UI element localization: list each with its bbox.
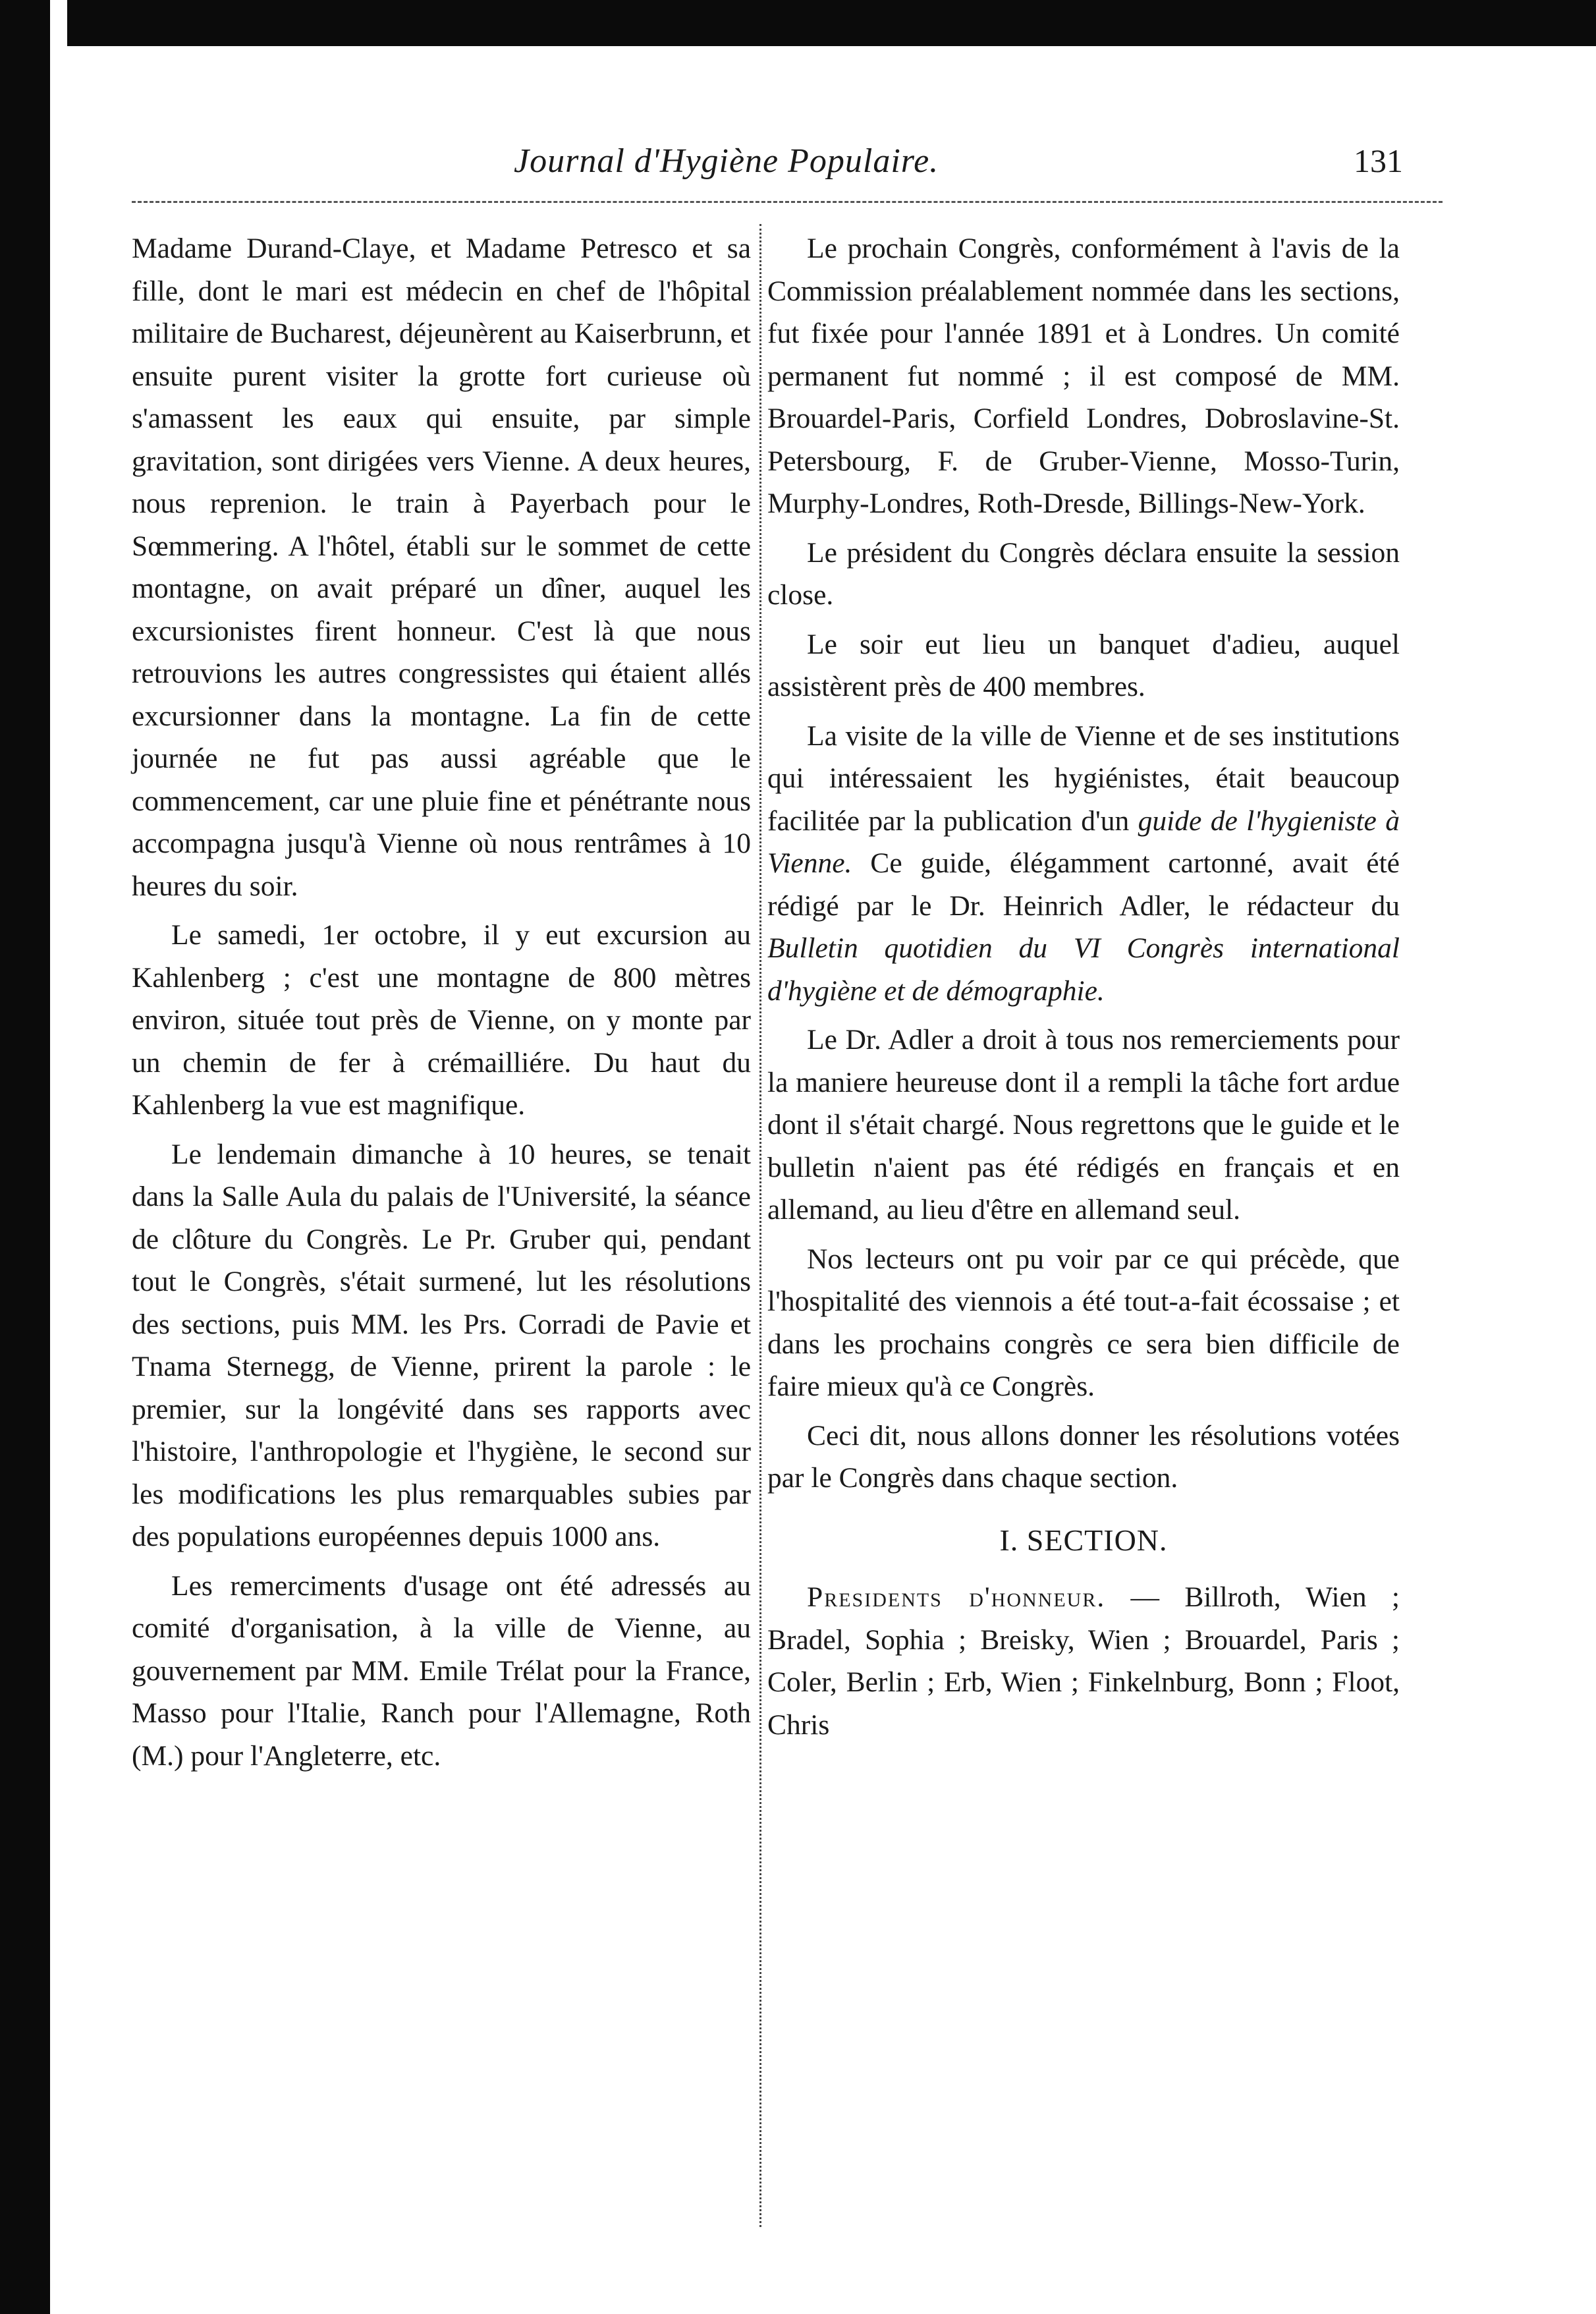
paragraph: Le président du Congrès déclara ensuite la session close. [767, 536, 1400, 611]
paragraph: Ceci dit, nous allons donner les résolutions votées par le Congrès dans chaque section. [767, 1419, 1400, 1494]
header-rule [132, 201, 1443, 203]
scan-left-border-inner [41, 0, 67, 2314]
scan-top-border [0, 0, 1596, 46]
scan-left-border [0, 0, 41, 2314]
paragraph: Le prochain Congrès, conformément à l'avis de la Commission préalablement nommée dans les sections, fut fixée pour l'année 1891 et à Londres. Un comité permanent fut nommé ; il est composé de MM. Brouardel-Paris, Corfield Londres, Dobroslavine-St. Petersbourg, F. de Gruber-Vienne, Mosso-Turin, Murphy-Londres, Roth-Dresde, Billings-New-York. [767, 233, 1400, 519]
paragraph: Madame Durand-Claye, et Madame Petresco et sa fille, dont le mari est médecin en chef de l'hôpital militaire de Bucharest, déjeunèrent au Kaiserbrunn, et ensuite purent visiter la grotte fort curieuse où s'amassent les eaux qui ensuite, par simple gravitation, sont dirigées vers Vienne. A deux heures, nous reprenion. le train à Payerbach pour le Sœmmering. A l'hôtel, établi sur le sommet de cette montagne, on avait préparé un dîner, auquel les excursionistes firent honneur. C'est là que nous retrouvions les autres congressistes qui étaient allés excursionner dans la montagne. La fin de cette journée ne fut pas aussi agréable que le commencement, car une pluie fine et pénétrante nous accompagna jusqu'à Vienne où nous rentrâmes à 10 heures du soir. [132, 233, 751, 902]
page-number: 131 [1354, 142, 1403, 179]
paragraph: Le Dr. Adler a droit à tous nos remerciements pour la maniere heureuse dont il a rempli la tâche fort ardue dont il s'était chargé. Nous regrettons que le guide et le bulletin n'aient pas été rédigés en français et en allemand, au lieu d'être en allemand seul. [767, 1024, 1400, 1226]
column-divider [759, 224, 761, 2227]
section-heading: I. SECTION. [999, 1523, 1168, 1557]
paragraph: Le soir eut lieu un banquet d'adieu, auquel assistèrent près de 400 membres. [767, 628, 1400, 702]
paragraph: Les remerciments d'usage ont été adressés au comité d'organisation, à la ville de Vienne, au gouvernement par MM. Emile Trélat pour la France, Masso pour l'Italie, Ranch pour l'Allemagne, Roth (M.) pour l'Angleterre, etc. [132, 1569, 751, 1772]
paragraph [767, 715, 1400, 1013]
running-title: Journal d'Hygiène Populaire. [514, 142, 939, 180]
guide-title: guide de l'hygieniste à Vienne. [767, 804, 1400, 879]
text-run: La visite de la ville de Vienne et de ses institutions qui intéressaient les hygiénistes, était beaucoup facilitée par la publication d'un [767, 720, 1400, 837]
right-column [767, 227, 1400, 1753]
paragraph: Le samedi, 1er octobre, il y eut excursion au Kahlenberg ; c'est une montagne de 800 mètres environ, située tout près de Vienne, on y monte par un chemin de fer à crémailliére. Du haut du Kahlenberg la vue est magnifique. [132, 919, 751, 1121]
text-run: Ce guide, élégamment cartonné, avait été rédigé par le Dr. Heinrich Adler, le rédacteur du [767, 847, 1400, 922]
bulletin-title: Bulletin quotidien du VI Congrès international d'hygiène et de démographie. [767, 932, 1400, 1007]
text-run: — Billroth, Wien ; Bradel, Sophia ; Breisky, Wien ; Brouardel, Paris ; Coler, Berlin ; Erb, Wien ; Finkelnburg, Bonn ; Floot, Chris [767, 1581, 1400, 1741]
left-column [132, 227, 751, 1784]
paragraph: Le lendemain dimanche à 10 heures, se tenait dans la Salle Aula du palais de l'Université, la séance de clôture du Congrès. Le Pr. Gruber qui, pendant tout le Congrès, s'était surmené, lut les résolutions des sections, puis MM. les Prs. Corradi de Pavie et Tnama Sternegg, de Vienne, prirent la parole : le premier, sur la longévité dans ses rapports avec l'histoire, l'anthropologie et l'hygiène, le second sur les modifications les plus remarquables subies par des populations européennes depuis 1000 ans. [132, 1138, 751, 1552]
presidents-label: Presidents d'honneur. [807, 1581, 1106, 1613]
paragraph: Nos lecteurs ont pu voir par ce qui précède, que l'hospitalité des viennois a été tout-a-fait écossaise ; et dans les prochains congrès ce sera bien difficile de faire mieux qu'à ce Congrès. [767, 1243, 1400, 1402]
paragraph [767, 1576, 1400, 1746]
page-header [514, 142, 1403, 201]
